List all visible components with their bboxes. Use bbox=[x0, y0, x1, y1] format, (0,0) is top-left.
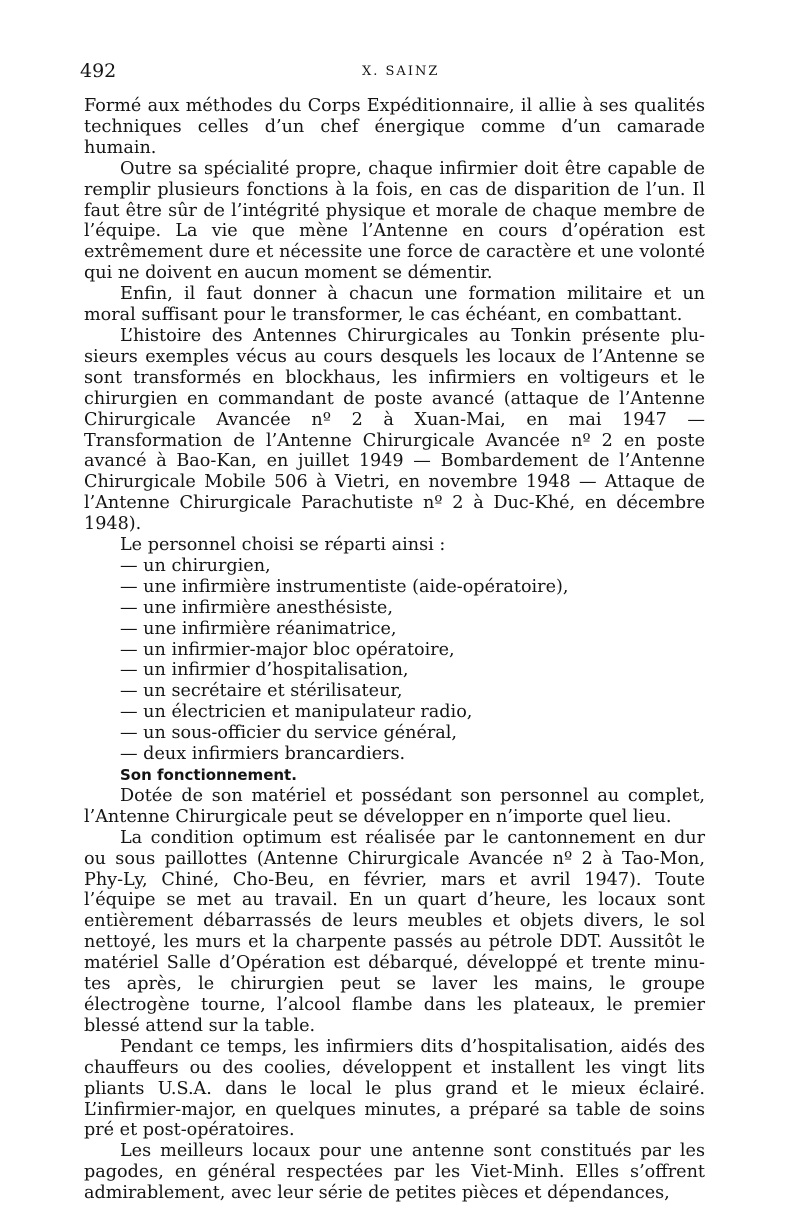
list-item: — deux infirmiers brancardiers. bbox=[120, 744, 406, 765]
page-header bbox=[80, 60, 700, 84]
list-item: — un électricien et manipulateur radio, bbox=[120, 702, 473, 723]
paragraph: Outre sa spécialité propre, chaque infirmier doit être capable de remplir plusieurs fonctions à la fois, en cas de disparition de l’un. Il faut être sûr de l’intégrité physique et morale de chaque membre de l’équipe. La vie que mène l’Antenne en cours d’opération est extrêmement dure et nécessite une force de caractère et une volonté qui ne doivent en aucun moment se démentir. bbox=[84, 158, 705, 284]
list-item: — un infirmier d’hospitalisation, bbox=[120, 660, 409, 681]
paragraph: Pendant ce temps, les infirmiers dits d’hospitalisation, aidés des chauffeurs ou des coolies, développent et installent les vingt lits pliants U.S.A. dans le local le plus grand et le mieux éclairé. L’infirmier-major, en quelques minutes, a préparé sa table de soins pré et post-opératoires. bbox=[84, 1036, 705, 1141]
paragraph: Formé aux méthodes du Corps Expéditionnaire, il allie à ses qualités techniques celles d’un chef énergique comme d’un camarade humain. bbox=[84, 96, 705, 158]
list-item: — un chirurgien, bbox=[120, 555, 271, 576]
list-item: — une infirmière anesthésiste, bbox=[120, 597, 393, 618]
personnel-list bbox=[84, 556, 705, 765]
section-heading: Son fonctionnement. bbox=[120, 766, 297, 784]
list-item: — une infirmière réanimatrice, bbox=[120, 618, 397, 639]
paragraph: L’histoire des Antennes Chirurgicales au Tonkin présente plusieurs exemples vécus au cours desquels les locaux de l’Antenne se sont transformés en blockhaus, les infirmiers en voltigeurs et le chirurgien en commandant de poste avancé (attaque de l’Antenne Chirurgicale Avancée nº 2 à Xuan-Mai, en mai 1947 — Transformation de l’Antenne Chirurgicale Avancée nº 2 en poste avancé à Bao-Kan, en juillet 1949 — Bombardement de l’Antenne Chirurgicale Mobile 506 à Vietri, en novembre 1948 — Attaque de l’Antenne Chirurgicale Parachutiste nº 2 à Duc-Khé, en décembre 1948). bbox=[84, 325, 705, 535]
list-item: — un sous-officier du service général, bbox=[120, 723, 457, 744]
list-item: — une infirmière instrumentiste (aide-opératoire), bbox=[120, 576, 569, 597]
page-number: 492 bbox=[80, 60, 117, 82]
page-body bbox=[84, 96, 705, 1204]
paragraph: Les meilleurs locaux pour une antenne sont constitués par les pagodes, en général respectées par les Viet-Minh. Elles s’offrent admirablement, avec leur série de petites pièces et dépendances, bbox=[84, 1141, 705, 1204]
running-head: X. SAINZ bbox=[362, 64, 440, 79]
paragraph: La condition optimum est réalisée par le cantonnement en dur ou sous paillottes (Antenne Chirurgicale Avancée nº 2 à Tao-Mon, Phy-Ly, Chiné, Cho-Beu, en février, mars et avril 1947). Toute l’équipe se met au travail. En un quart d’heure, les locaux sont entièrement débarrassés de leurs meubles et objets divers, le sol nettoyé, les murs et la charpente passés au pétrole DDT. Aussitôt le matériel Salle d’Opération est débarqué, développé et trente minutes après, le chirurgien peut se laver les mains, le groupe électrogène tourne, l’alcool flambe dans les plateaux, le premier blessé attend sur la table. bbox=[84, 827, 705, 1036]
paragraph: Enfin, il faut donner à chacun une formation militaire et un moral suffisant pour le transformer, le cas échéant, en combattant. bbox=[84, 284, 705, 326]
list-item: — un infirmier-major bloc opératoire, bbox=[120, 639, 455, 660]
list-item: — un secrétaire et stérilisateur, bbox=[120, 681, 403, 702]
paragraph: Le personnel choisi se réparti ainsi : bbox=[120, 535, 446, 556]
paragraph: Dotée de son matériel et possédant son personnel au complet, l’Antenne Chirurgicale peut se développer en n’importe quel lieu. bbox=[84, 785, 705, 827]
